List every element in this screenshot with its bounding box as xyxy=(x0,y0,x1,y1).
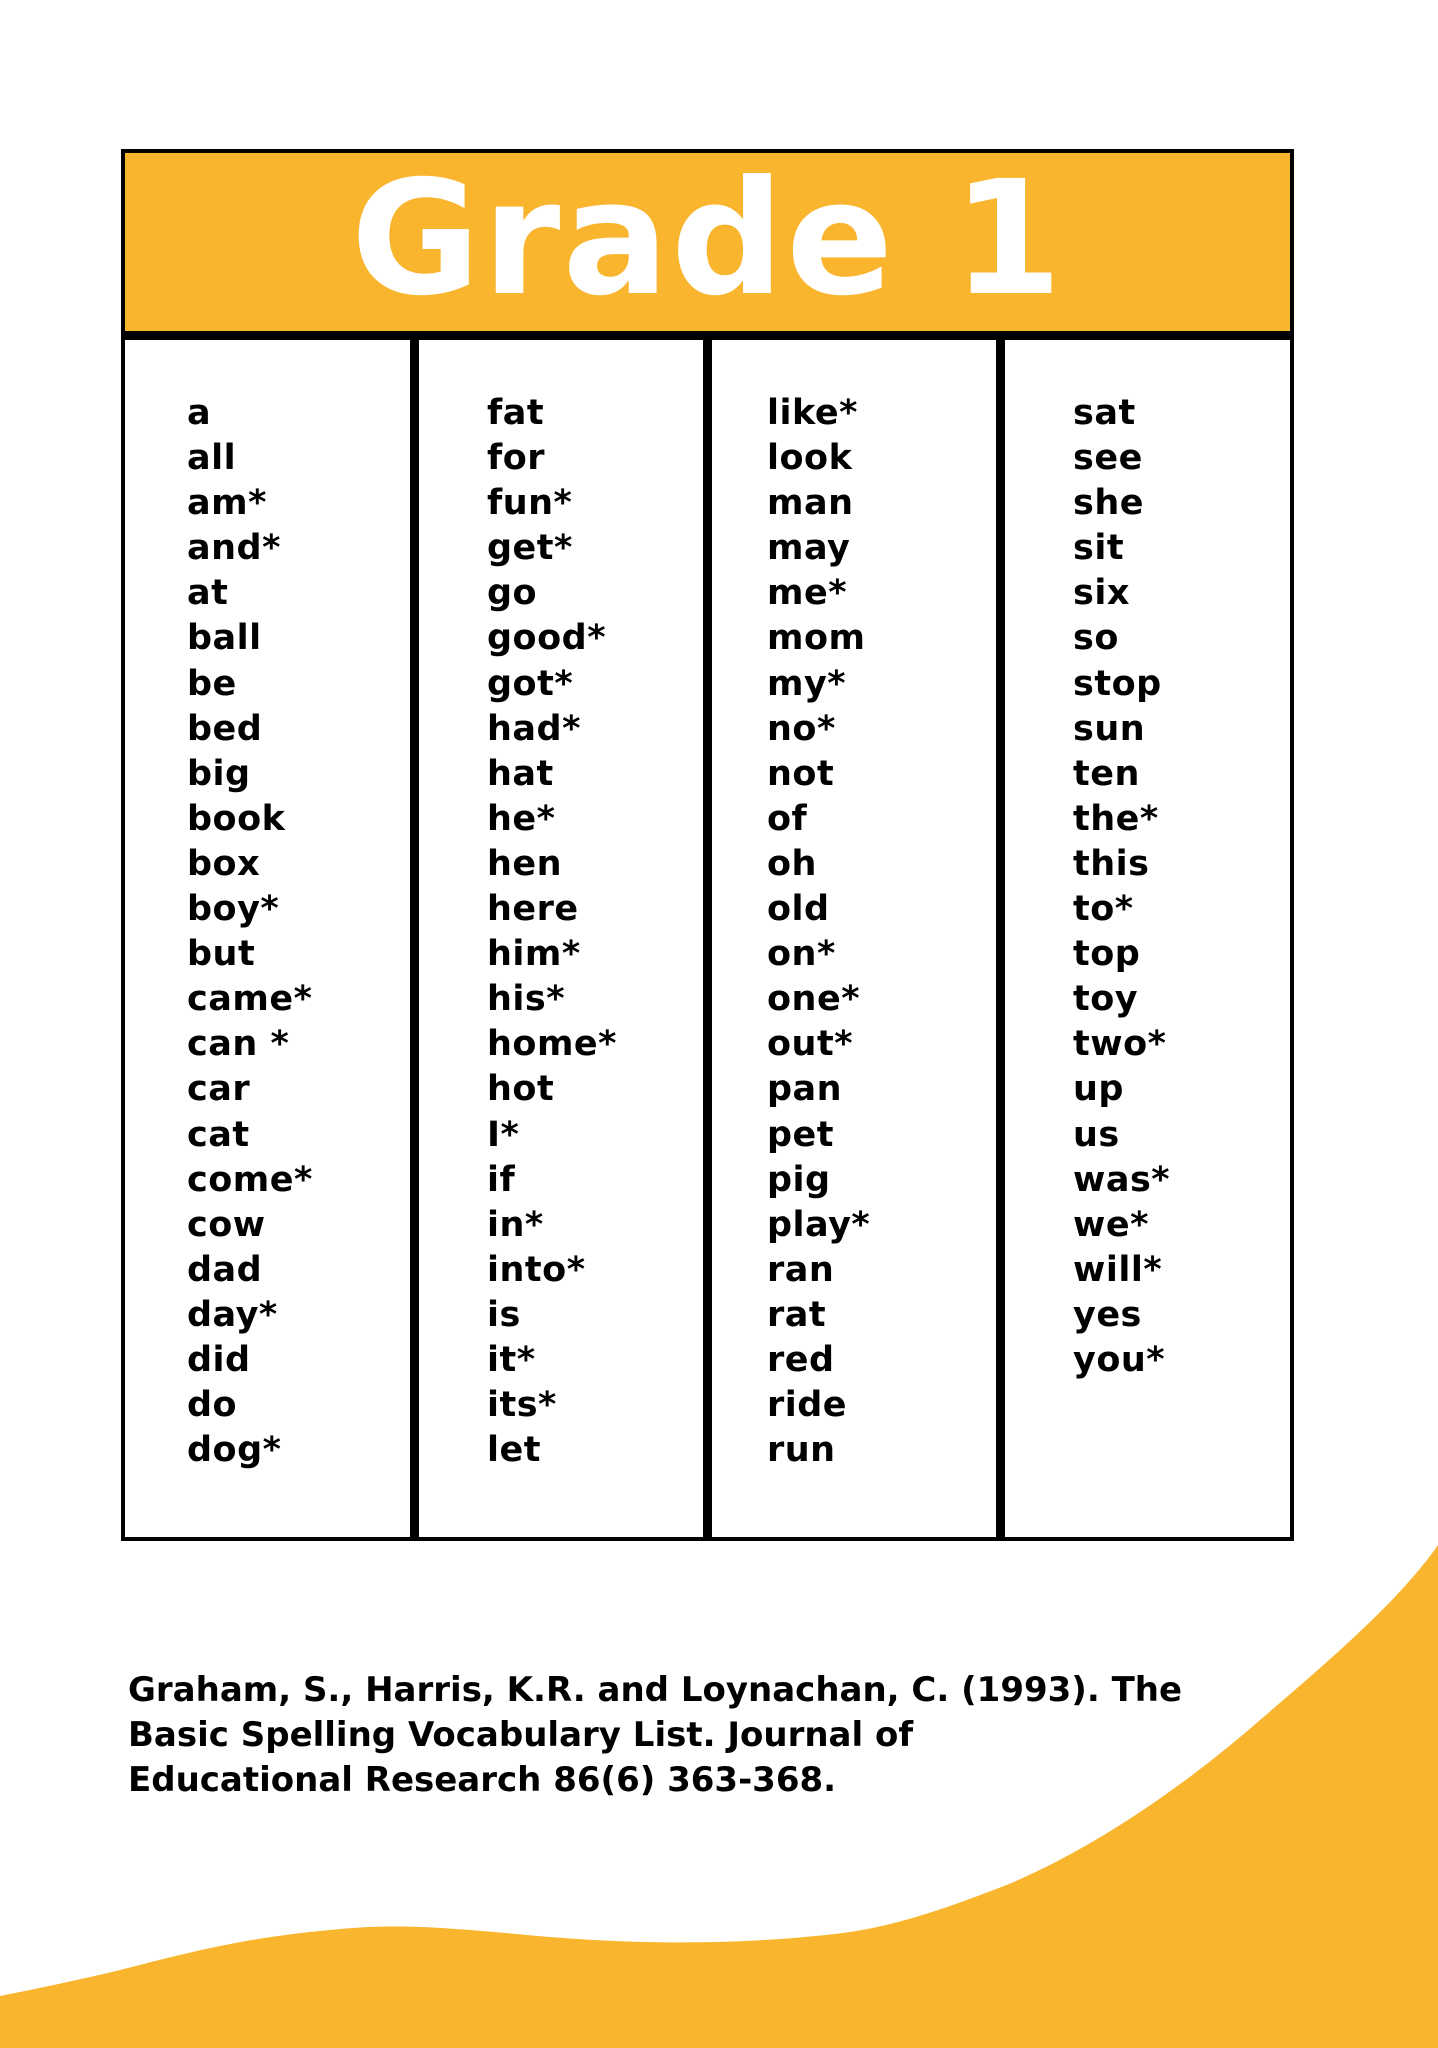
word-item: go xyxy=(487,573,538,614)
word-item: box xyxy=(187,843,261,884)
word-item: out* xyxy=(767,1024,853,1065)
word-item: but xyxy=(187,934,256,975)
word-item: we* xyxy=(1073,1204,1149,1245)
word-item: had* xyxy=(487,708,581,749)
word-item: ran xyxy=(767,1249,835,1290)
citation-line: Basic Spelling Vocabulary List. Journal of xyxy=(128,1715,914,1755)
word-item: up xyxy=(1073,1069,1124,1110)
word-item: mom xyxy=(767,618,866,659)
word-column-4 xyxy=(1073,391,1170,1383)
word-item: sit xyxy=(1073,528,1125,569)
word-item: no* xyxy=(767,708,836,749)
word-item: not xyxy=(767,753,835,794)
word-item: pet xyxy=(767,1114,835,1155)
word-item: be xyxy=(187,663,237,704)
word-item: she xyxy=(1073,483,1144,524)
word-item: ride xyxy=(767,1385,848,1426)
word-item: came* xyxy=(187,979,313,1020)
word-item: come* xyxy=(187,1159,313,1200)
word-item: one* xyxy=(767,979,861,1020)
word-item: ball xyxy=(187,618,262,659)
citation-line: Educational Research 86(6) 363-368. xyxy=(128,1760,837,1800)
word-item: home* xyxy=(487,1024,617,1065)
word-item: dad xyxy=(187,1249,263,1290)
word-item: get* xyxy=(487,528,573,569)
word-item: toy xyxy=(1073,979,1139,1020)
word-item: at xyxy=(187,573,229,614)
word-item: is xyxy=(487,1294,521,1335)
word-item: the* xyxy=(1073,798,1159,839)
word-item: got* xyxy=(487,663,574,704)
word-item: on* xyxy=(767,934,836,975)
word-item: he* xyxy=(487,798,556,839)
word-item: day* xyxy=(187,1294,278,1335)
word-item: see xyxy=(1073,438,1143,479)
column-divider xyxy=(996,340,1005,1537)
word-column-3 xyxy=(767,391,870,1473)
word-item: hat xyxy=(487,753,554,794)
word-item: into* xyxy=(487,1249,586,1290)
word-item: it* xyxy=(487,1339,536,1380)
word-item: top xyxy=(1073,934,1141,975)
word-item: his* xyxy=(487,979,566,1020)
word-item: this xyxy=(1073,843,1150,884)
word-item: cat xyxy=(187,1114,250,1155)
word-item: good* xyxy=(487,618,607,659)
word-list-table xyxy=(121,149,1294,1541)
word-item: will* xyxy=(1073,1249,1163,1290)
word-item: him* xyxy=(487,934,581,975)
word-item: book xyxy=(187,798,286,839)
citation xyxy=(128,1668,1228,1803)
word-item: old xyxy=(767,889,830,930)
word-item: stop xyxy=(1073,663,1162,704)
word-item: its* xyxy=(487,1385,557,1426)
word-item: fat xyxy=(487,393,545,433)
word-item: dog* xyxy=(187,1430,282,1471)
column-divider xyxy=(703,340,712,1537)
word-item: in* xyxy=(487,1204,544,1245)
word-item: I* xyxy=(487,1114,520,1155)
word-item: so xyxy=(1073,618,1119,659)
word-item: look xyxy=(767,438,853,479)
word-item: boy* xyxy=(187,889,280,930)
word-item: hot xyxy=(487,1069,555,1110)
word-item: am* xyxy=(187,483,267,524)
word-item: big xyxy=(187,753,251,794)
word-item: run xyxy=(767,1430,836,1471)
column-divider xyxy=(410,340,419,1537)
word-item: rat xyxy=(767,1294,827,1335)
page-title: Grade 1 xyxy=(350,147,1065,331)
word-item: may xyxy=(767,528,851,569)
word-item: and* xyxy=(187,528,281,569)
word-item: do xyxy=(187,1385,238,1426)
word-item: two* xyxy=(1073,1024,1167,1065)
word-item: sun xyxy=(1073,708,1146,749)
word-item: a xyxy=(187,393,212,433)
word-item: oh xyxy=(767,843,817,884)
word-item: you* xyxy=(1073,1339,1166,1380)
word-item: sat xyxy=(1073,393,1136,433)
word-item: six xyxy=(1073,573,1130,614)
word-item: like* xyxy=(767,393,858,433)
word-item: ten xyxy=(1073,753,1140,794)
word-item: can * xyxy=(187,1024,290,1065)
word-item: bed xyxy=(187,708,263,749)
word-item: me* xyxy=(767,573,848,614)
word-item: let xyxy=(487,1430,541,1471)
word-item: all xyxy=(187,438,237,479)
word-item: for xyxy=(487,438,546,479)
word-item: us xyxy=(1073,1114,1120,1155)
word-column-2 xyxy=(487,391,617,1473)
word-item: cow xyxy=(187,1204,266,1245)
word-item: if xyxy=(487,1159,516,1200)
word-item: fun* xyxy=(487,483,573,524)
citation-line: Graham, S., Harris, K.R. and Loynachan, C. (1993). The xyxy=(128,1670,1183,1710)
word-item: did xyxy=(187,1339,251,1380)
word-item: of xyxy=(767,798,808,839)
word-item: red xyxy=(767,1339,835,1380)
word-item: pig xyxy=(767,1159,831,1200)
word-column-1 xyxy=(187,391,313,1473)
word-item: my* xyxy=(767,663,847,704)
word-item: pan xyxy=(767,1069,843,1110)
word-item: man xyxy=(767,483,854,524)
word-item: car xyxy=(187,1069,251,1110)
word-item: play* xyxy=(767,1204,871,1245)
word-item: here xyxy=(487,889,579,930)
word-item: was* xyxy=(1073,1159,1171,1200)
word-item: yes xyxy=(1073,1294,1142,1335)
word-item: to* xyxy=(1073,889,1134,930)
table-header xyxy=(125,147,1290,340)
word-item: hen xyxy=(487,843,563,884)
